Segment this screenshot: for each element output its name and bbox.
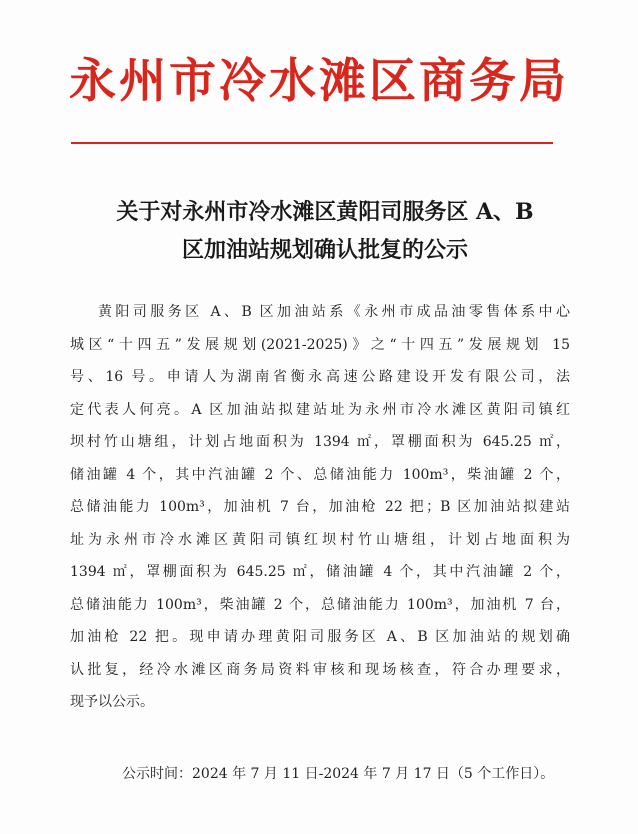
body-line: 储油罐 4 个，其中汽油罐 2 个、总储油能力 100m³，柴油罐 2 个， — [70, 466, 570, 483]
body-line: 总储油能力 100m³，加油机 7 台，加油枪 22 把；B 区加油站拟建站 — [70, 499, 570, 515]
agency-masthead: 永州市冷水滩区商务局 — [69, 54, 569, 109]
document-body — [70, 296, 570, 719]
body-line: 加油枪 22 把。现申请办理黄阳司服务区 A、B 区加油站的规划确 — [70, 629, 570, 645]
notice-period-text: 公示时间：2024 年 7 月 11 日-2024 年 7 月 17 日（5 个工作日）。 — [122, 766, 555, 782]
body-line: 1394 ㎡，罩棚面积为 645.25 ㎡，储油罐 4 个，其中汽油罐 2 个， — [70, 564, 570, 580]
body-line: 定代表人何亮。A 区加油站拟建站址为永州市冷水滩区黄阳司镇红 — [70, 401, 570, 418]
body-line: 号、16 号。申请人为湖南省衡永高速公路建设开发有限公司，法 — [70, 369, 570, 385]
document-title-line-2: 区加油站规划确认批复的公示 — [181, 237, 468, 263]
body-line: 址为永州市冷水滩区黄阳司镇红坝村竹山塘组，计划占地面积为 — [70, 531, 570, 548]
document-title-line-1: 关于对永州市冷水滩区黄阳司服务区 A、B — [116, 199, 534, 225]
body-line: 城区“十四五”发展规划(2021-2025)》之“十四五”发展规划 15 — [70, 336, 570, 353]
body-line: 认批复，经冷水滩区商务局资料审核和现场核查，符合办理要求， — [70, 661, 570, 678]
red-divider-line — [71, 142, 553, 144]
document-title — [60, 193, 590, 269]
body-line: 现予以公示。 — [70, 694, 154, 710]
body-line: 坝村竹山塘组，计划占地面积为 1394 ㎡，罩棚面积为 645.25 ㎡， — [70, 434, 570, 450]
body-line: 总储油能力 100m³，柴油罐 2 个，总储油能力 100m³，加油机 7 台， — [70, 596, 570, 613]
body-line: 黄阳司服务区 A、B 区加油站系《永州市成品油零售体系中心 — [98, 304, 570, 320]
